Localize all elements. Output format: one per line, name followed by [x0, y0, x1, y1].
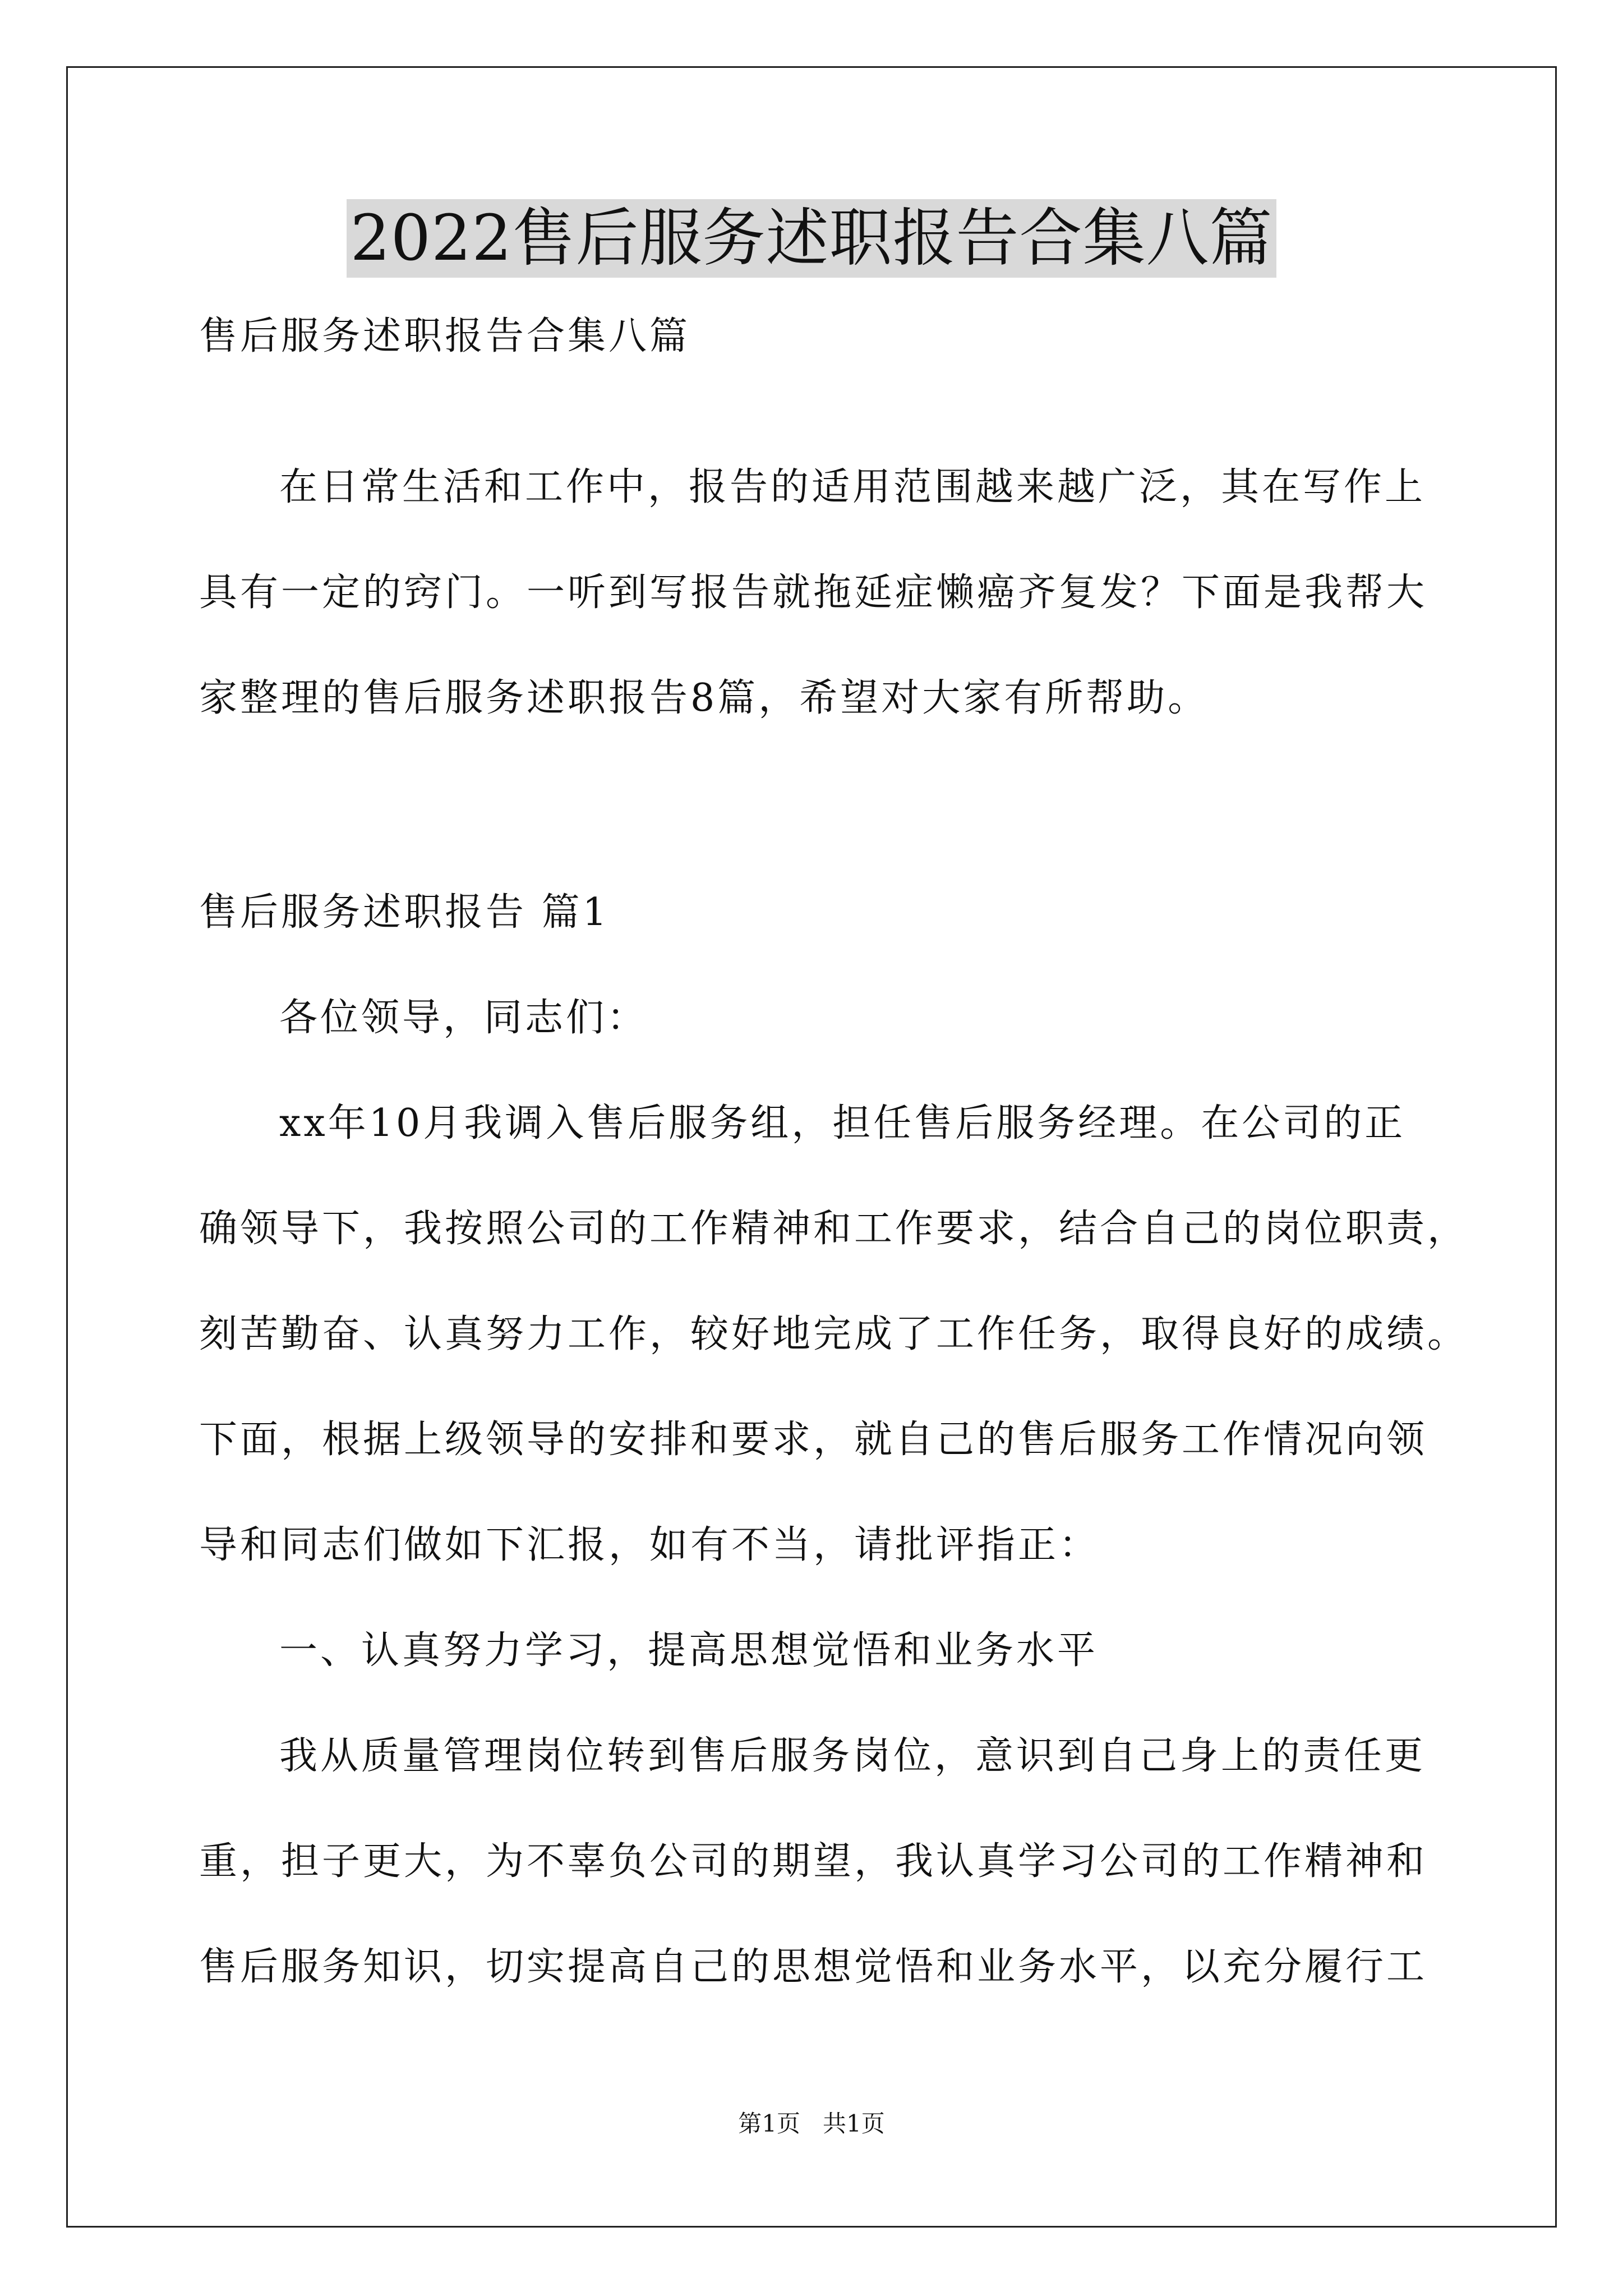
paragraph-line: 导和同志们做如下汇报，如有不当，请批评指正：: [199, 1523, 1100, 1567]
subtitle-line: 售后服务述职报告合集八篇: [199, 314, 691, 358]
page-border: [66, 66, 1557, 2228]
paragraph-line: 一、认真努力学习，提高思想觉悟和业务水平: [279, 1628, 1099, 1673]
paragraph-line: 下面，根据上级领导的安排和要求，就自己的售后服务工作情况向领: [199, 1418, 1428, 1462]
section-heading: 售后服务述职报告 篇1: [199, 890, 610, 935]
paragraph-line: 售后服务知识，切实提高自己的思想觉悟和业务水平，以充分履行工: [199, 1945, 1428, 1989]
paragraph-line: xx年10月我调入售后服务组，担任售后服务经理。在公司的正: [279, 1101, 1406, 1145]
paragraph-line: 刻苦勤奋、认真努力工作，较好地完成了工作任务，取得良好的成绩。: [199, 1312, 1469, 1356]
paragraph-line: 我从质量管理岗位转到售后服务岗位，意识到自己身上的责任更: [279, 1734, 1426, 1778]
paragraph-line: 各位领导，同志们：: [279, 996, 648, 1040]
paragraph-line: 家整理的售后服务述职报告8篇，希望对大家有所帮助。: [199, 676, 1209, 720]
paragraph-line: 在日常生活和工作中，报告的适用范围越来越广泛，其在写作上: [279, 465, 1426, 509]
paragraph-line: 确领导下，我按照公司的工作精神和工作要求，结合自己的岗位职责，: [199, 1207, 1469, 1251]
paragraph-line: 重，担子更大，为不辜负公司的期望，我认真学习公司的工作精神和: [199, 1839, 1428, 1884]
title-wrap: [0, 199, 1623, 278]
paragraph-line: 具有一定的窍门。一听到写报告就拖延症懒癌齐复发？下面是我帮大: [199, 570, 1428, 615]
document-title: 2022售后服务述职报告合集八篇: [347, 199, 1276, 278]
page-footer: 第1页 共1页: [738, 2110, 885, 2137]
